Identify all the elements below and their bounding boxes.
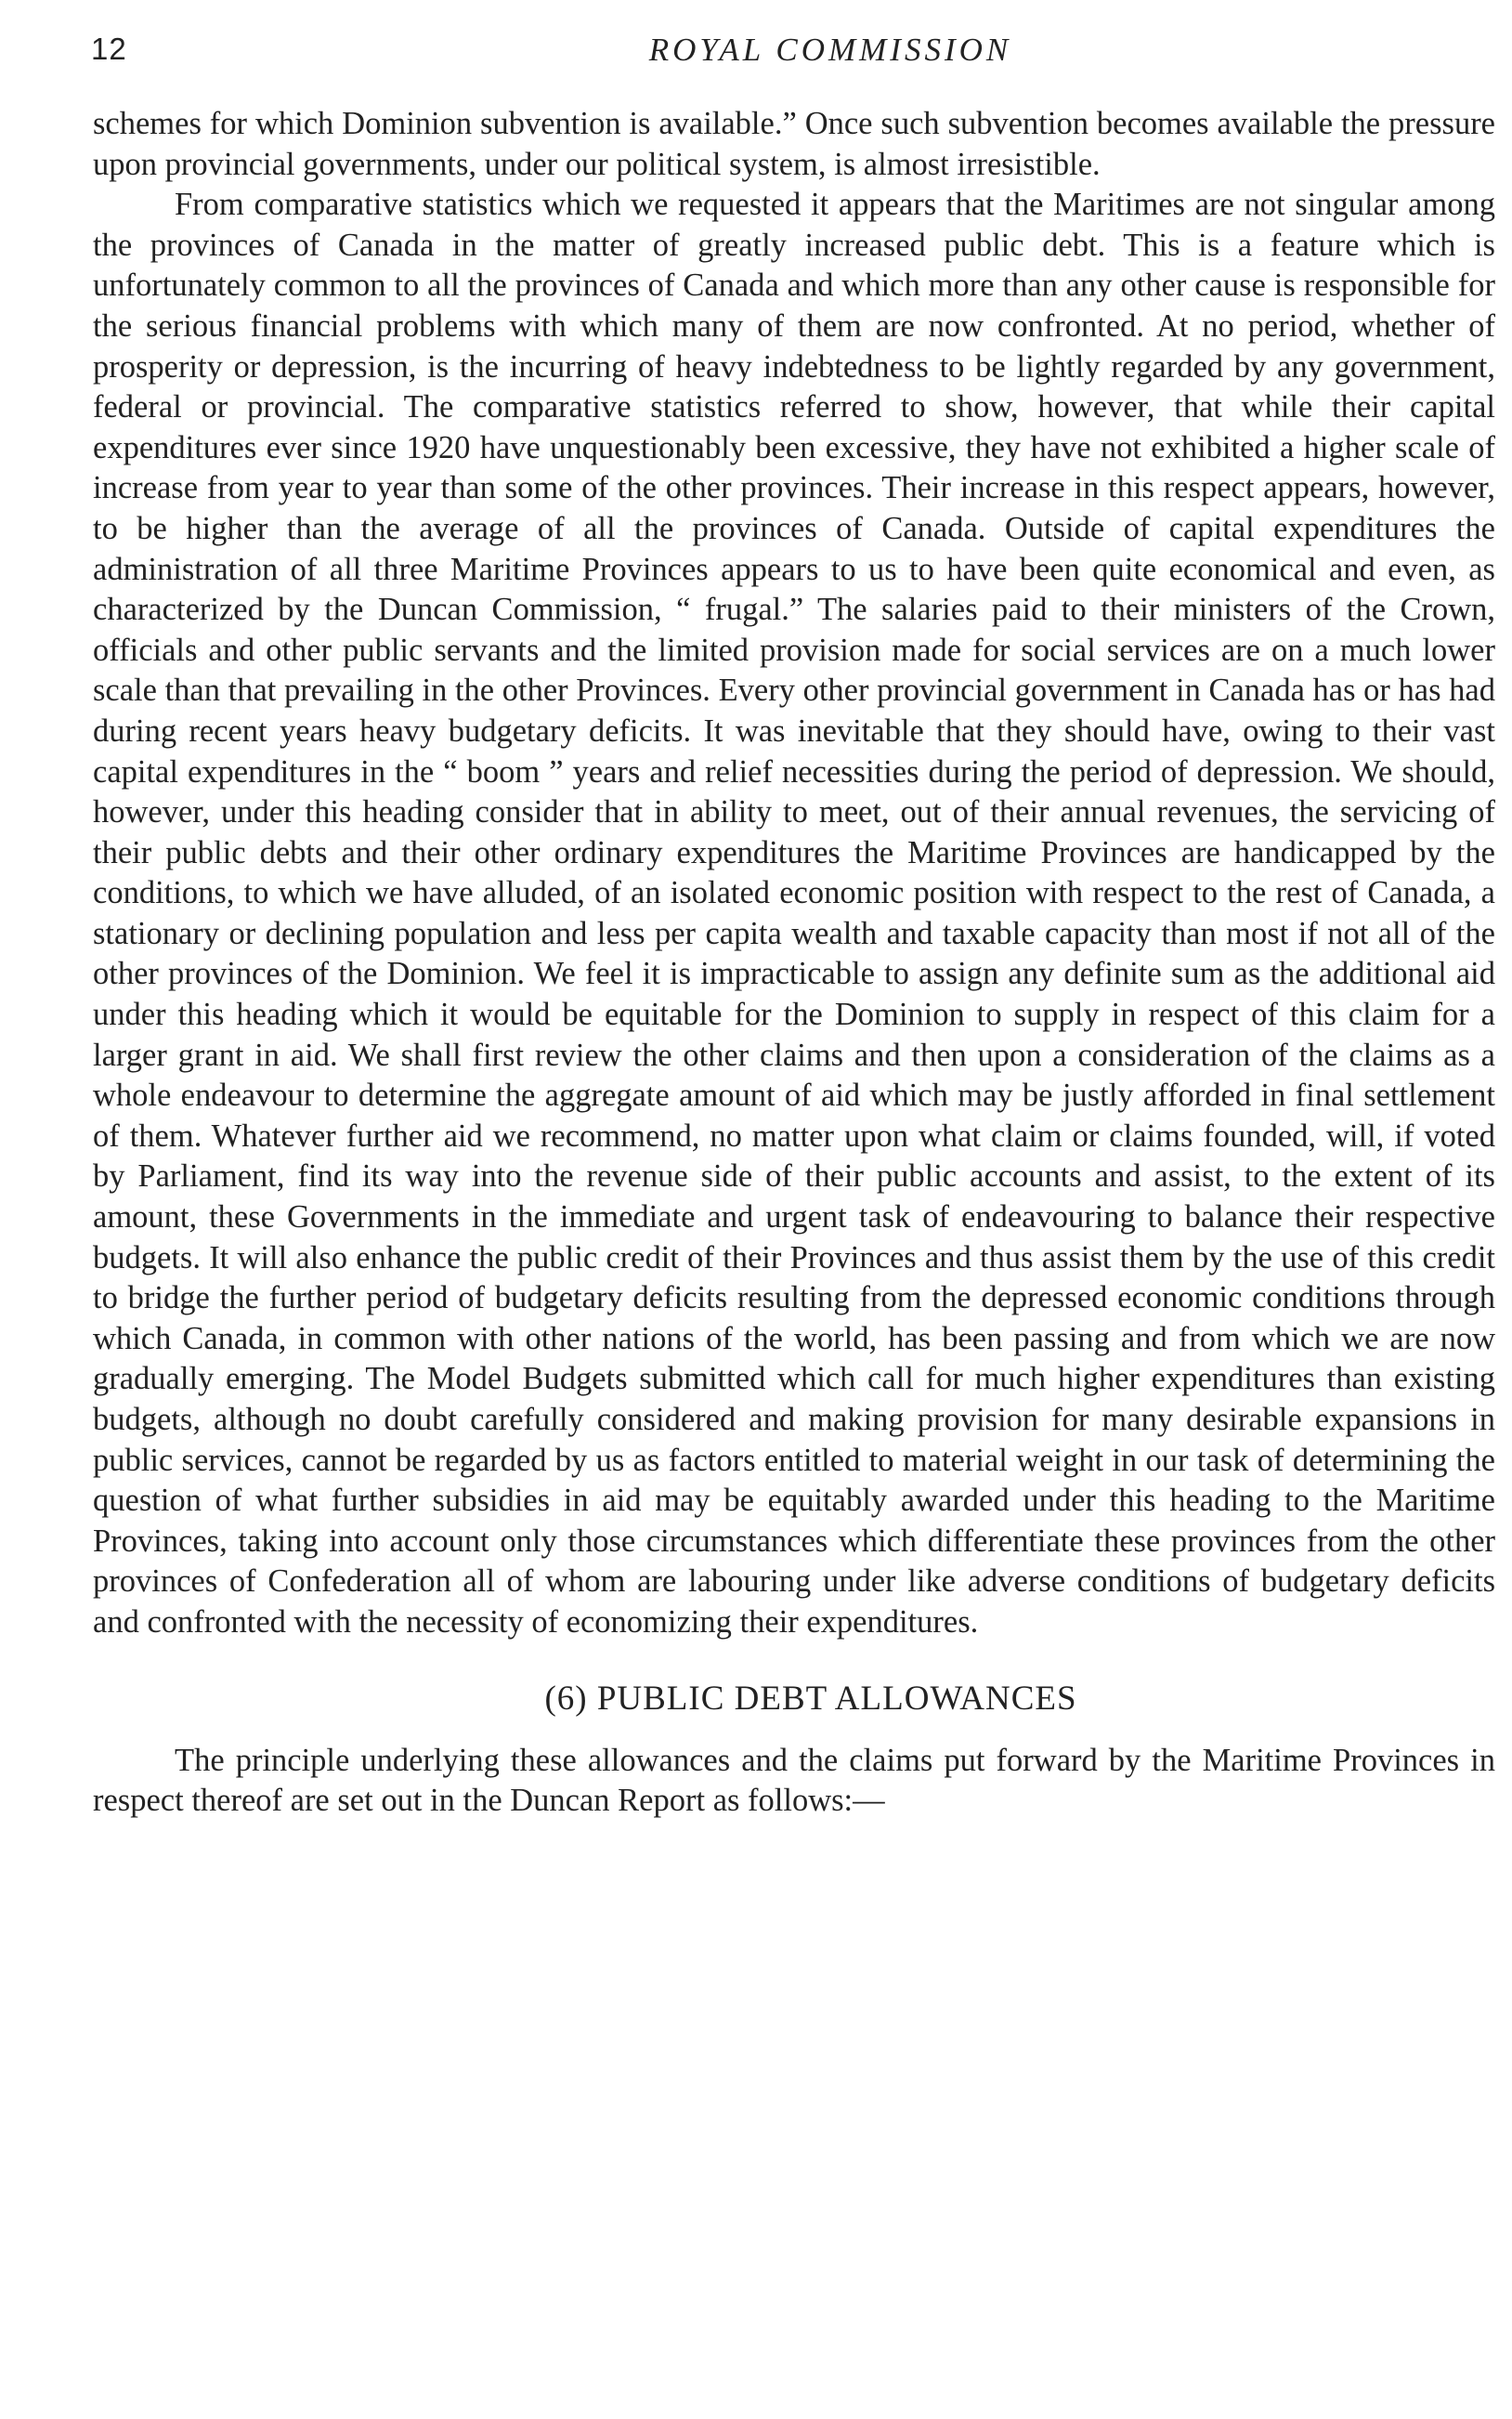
running-head	[91, 32, 1495, 76]
page-number: 12	[91, 32, 127, 66]
paragraph-continued: schemes for which Dominion subvention is available.” Once such subvention becomes available the pressure upon provincial governments, under our political system, is almost irresistible.	[93, 106, 1495, 182]
section-paragraph: The principle underlying these allowances and the claims put forward by the Maritime Provinces in respect thereof are set out in the Duncan Report as follows:—	[93, 1742, 1495, 1819]
body-text	[93, 104, 1495, 1822]
paragraph-comparative-statistics: From comparative statistics which we requested it appears that the Maritimes are not singular among the provinces of Canada in the matter of greatly increased public debt. This is a feature which is unfortunately common to all the provinces of Canada and which more than any other cause is responsible for the serious financial problems with which many of them are now confronted. At no period, whether of prosperity or depression, is the incurring of heavy indebtedness to be lightly regarded by any government, federal or provincial. The comparative statistics referred to show, however, that while their capital expenditures ever since 1920 have unquestionably been excessive, they have not exhibited a higher scale of increase from year to year than some of the other provinces. Their increase in this respect appears, however, to be higher than the average of all the provinces of Canada. Outside of capital expenditures the administration of all three Maritime Provinces appears to us to have been quite economical and even, as characterized by the Duncan Commission, “ frugal.” The salaries paid to their ministers of the Crown, officials and other public servants and the limited provision made for social services are on a much lower scale than that prevailing in the other Provinces. Every other provincial government in Canada has or has had during recent years heavy budgetary deficits. It was inevitable that they should have, owing to their vast capital expenditures in the “ boom ” years and relief necessities during the period of depression. We should, however, under this heading consider that in ability to meet, out of their annual revenues, the servicing of their public debts and their other ordinary expenditures the Maritime Provinces are handicapped by the conditions, to which we have alluded, of an isolated economic position with respect to the rest of Canada, a stationary or declining population and less per capita wealth and taxable capacity than most if not all of the other provinces of the Dominion. We feel it is impracticable to assign any definite sum as the additional aid under this heading which it would be equitable for the Dominion to supply in respect of this claim for a larger grant in aid. We shall first review the other claims and then upon a consideration of the claims as a whole endeavour to determine the aggregate amount of aid which may be justly afforded in final settlement of them. Whatever further aid we recommend, no matter upon what claim or claims founded, will, if voted by Parliament, find its way into the revenue side of their public accounts and assist, to the extent of its amount, these Governments in the immediate and urgent task of endeavouring to balance their respective budgets. It will also enhance the public credit of their Provinces and thus assist them by the use of this credit to bridge the further period of budgetary deficits resulting from the depressed economic conditions through which Canada, in common with other nations of the world, has been passing and from which we are now gradually emerging. The Model Budgets submitted which call for much higher expenditures than existing budgets, although no doubt carefully considered and making provision for many desirable expansions in public services, cannot be regarded by us as factors entitled to material weight in our task of determining the question of what further subsidies in aid may be equitably awarded under this heading to the Maritime Provinces, taking into account only those circumstances which differentiate these provinces from the other provinces of Confederation all of whom are labouring under like adverse conditions of budgetary deficits and confronted with the necessity of economizing their expenditures.	[93, 187, 1495, 1640]
section-heading: (6) PUBLIC DEBT ALLOWANCES	[544, 1679, 1077, 1718]
running-title: ROYAL COMMISSION	[648, 32, 1012, 68]
